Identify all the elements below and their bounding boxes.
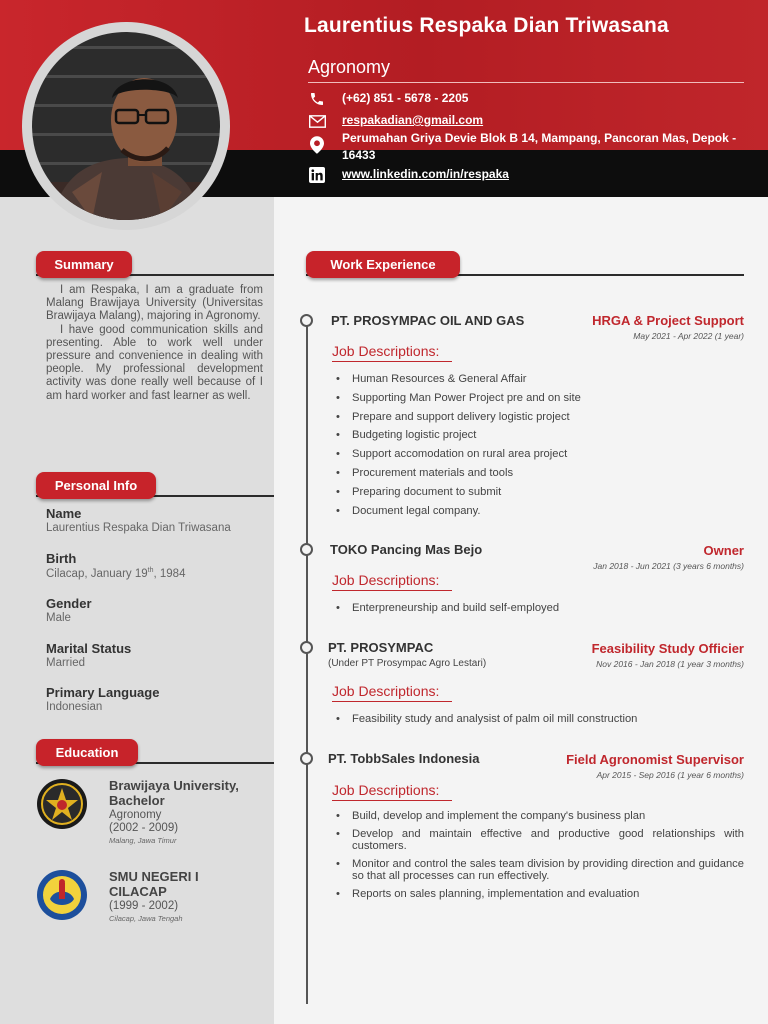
- profile-photo-frame: [22, 22, 230, 230]
- list-item: • Monitor and control the sales team division by providing direction and guidance so that all processes can run effectively.: [332, 858, 744, 883]
- school-years: (1999 - 2002): [109, 900, 179, 912]
- list-item: • Preparing document to submit: [332, 486, 744, 499]
- summary-paragraph-2: I have good communication skills and presenting. Able to work well under pressure and convenience in dealing with people. My professional development activity was done really well because of I am hard worker and fast learner as well.: [46, 323, 263, 402]
- list-item: • Support accomodation on rural area project: [332, 448, 744, 461]
- job-date: May 2021 - Apr 2022 (1 year): [633, 331, 744, 341]
- contact-email: [308, 112, 483, 130]
- job-role: Feasibility Study Officier: [591, 641, 744, 656]
- list-item: • Enterpreneurship and build self-employed: [332, 602, 744, 615]
- info-primary-language: [46, 685, 159, 713]
- location-pin-icon: [308, 136, 326, 154]
- timeline-dot: [300, 752, 313, 765]
- job-company: PT. PROSYMPAC: [328, 640, 434, 655]
- timeline-dot: [300, 314, 313, 327]
- timeline-dot: [300, 641, 313, 654]
- school-logo-icon: [36, 869, 88, 921]
- school-degree: Agronomy: [109, 809, 162, 821]
- contact-address: [308, 130, 738, 164]
- job-duties: [332, 602, 744, 621]
- info-gender: [46, 596, 92, 624]
- job-date: Apr 2015 - Sep 2016 (1 year 6 months): [596, 770, 744, 780]
- personal-info-heading: Personal Info: [36, 472, 156, 499]
- info-label: Primary Language: [46, 685, 160, 700]
- job-duties: [332, 373, 744, 523]
- job-role: HRGA & Project Support: [592, 313, 744, 328]
- list-item: • Reports on sales planning, implementation and evaluation: [332, 888, 744, 901]
- contact-linkedin: [308, 166, 509, 184]
- info-value: Cilacap, January 19th, 1984: [46, 567, 186, 580]
- list-item: • Prepare and support delivery logistic project: [332, 411, 744, 424]
- info-label: Name: [46, 506, 82, 521]
- phone-icon: [308, 90, 326, 108]
- address-text: Perumahan Griya Devie Blok B 14, Mampang, Pancoran Mas, Depok - 16433: [342, 131, 737, 162]
- linkedin-link[interactable]: www.linkedin.com/in/respaka: [342, 167, 509, 181]
- list-item: • Build, develop and implement the company's business plan: [332, 810, 744, 823]
- info-value: Male: [46, 612, 71, 624]
- school-location: Cilacap, Jawa Tengah: [109, 914, 183, 923]
- university-logo-icon: [36, 778, 88, 830]
- header-divider: [308, 82, 744, 83]
- work-experience-heading: Work Experience: [306, 251, 460, 278]
- job-descriptions-label: Job Descriptions:: [332, 683, 452, 702]
- info-label: Birth: [46, 551, 77, 566]
- info-name: [46, 506, 231, 534]
- school-name: SMU NEGERI I CILACAP: [109, 869, 199, 899]
- summary-heading: Summary: [36, 251, 132, 278]
- job-descriptions-label: Job Descriptions:: [332, 572, 452, 591]
- info-birth: [46, 551, 185, 580]
- info-value: Married: [46, 657, 85, 669]
- education-heading: Education: [36, 739, 138, 766]
- job-descriptions-label: Job Descriptions:: [332, 782, 452, 801]
- job-date: Nov 2016 - Jan 2018 (1 year 3 months): [596, 659, 744, 669]
- person-portrait: [32, 32, 220, 220]
- list-item: • Budgeting logistic project: [332, 429, 744, 442]
- summary-paragraph-1: I am Respaka, I am a graduate from Malang Brawijaya University (Universitas Brawijaya Malang), majoring in Agronomy.: [46, 284, 263, 323]
- school-name: Brawijaya University, Bachelor: [109, 778, 239, 808]
- education-item: [36, 869, 229, 923]
- contact-phone: [308, 90, 468, 108]
- timeline-dot: [300, 543, 313, 556]
- phone-number: (+62) 851 - 5678 - 2205: [342, 91, 469, 105]
- job-role: Owner: [703, 543, 744, 558]
- job-duties: [332, 810, 744, 905]
- email-link[interactable]: respakadian@gmail.com: [342, 113, 484, 127]
- profile-photo: [32, 32, 220, 220]
- job-company: PT. TobbSales Indonesia: [328, 751, 480, 766]
- job-descriptions-label: Job Descriptions:: [332, 343, 452, 362]
- candidate-major: Agronomy: [308, 57, 391, 77]
- info-label: Gender: [46, 596, 92, 611]
- list-item: • Procurement materials and tools: [332, 467, 744, 480]
- info-marital-status: [46, 641, 131, 669]
- summary-text: [46, 284, 263, 403]
- candidate-name: Laurentius Respaka Dian Triwasana: [304, 14, 669, 37]
- job-company: TOKO Pancing Mas Bejo: [330, 542, 483, 557]
- job-role: Field Agronomist Supervisor: [566, 752, 744, 767]
- job-company: PT. PROSYMPAC OIL AND GAS: [331, 313, 525, 328]
- timeline-line: [306, 323, 308, 1004]
- school-years: (2002 - 2009): [109, 822, 179, 834]
- job-date: Jan 2018 - Jun 2021 (3 years 6 months): [593, 561, 744, 571]
- info-label: Marital Status: [46, 641, 132, 656]
- list-item: • Feasibility study and analysist of palm oil mill construction: [332, 713, 744, 726]
- mail-icon: [308, 112, 326, 130]
- list-item: • Human Resources & General Affair: [332, 373, 744, 386]
- list-item: • Develop and maintain effective and productive good relationships with customers.: [332, 828, 744, 853]
- job-subcompany: (Under PT Prosympac Agro Lestari): [328, 658, 487, 669]
- info-value: Indonesian: [46, 701, 103, 713]
- linkedin-icon: [308, 166, 326, 184]
- job-duties: [332, 713, 744, 732]
- school-location: Malang, Jawa Timur: [109, 836, 177, 845]
- education-item: [36, 778, 269, 845]
- info-value: Laurentius Respaka Dian Triwasana: [46, 522, 231, 534]
- list-item: • Supporting Man Power Project pre and on site: [332, 392, 744, 405]
- list-item: • Document legal company.: [332, 505, 744, 518]
